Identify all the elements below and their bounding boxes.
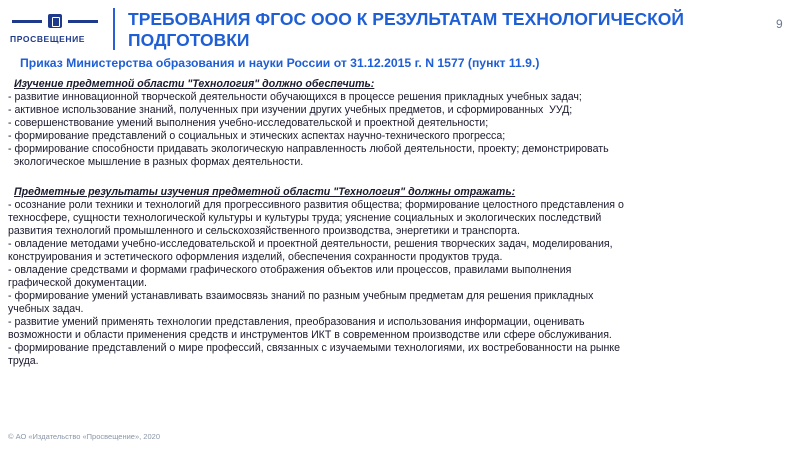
section2-item: учебных задач. [8,303,84,315]
logo-text: ПРОСВЕЩЕНИЕ [10,34,86,44]
section-gap [8,169,788,186]
slide-title: ТРЕБОВАНИЯ ФГОС ООО К РЕЗУЛЬТАТАМ ТЕХНОЛОГИЧЕСКОЙ ПОДГОТОВКИ [128,9,684,50]
section1-item: экологическое мышление в разных формах деятельности. [8,156,304,168]
section2-item: - осознание роли техники и технологий для прогрессивного развития общества; формирование целостного представления о [8,199,624,211]
section2-item: - формирование умений устанавливать взаимосвязь знаний по разным учебным предметам для решения прикладных [8,290,594,302]
prosveshchenie-logo [10,14,100,48]
section1-item: - совершенствование умений выполнения учебно-исследовательской и проектной деятельности; [8,117,489,129]
section2-item: возможности и области применения средств и инструментов ИКТ в современном производстве или сфере обслуживания. [8,329,612,341]
section2-item: техносфере, сущности технологической культуры и культуры труда; уяснение социальных и экологических последствий [8,212,602,224]
slide-body [8,78,788,368]
section1-item: - активное использование знаний, полученных при изучении других учебных предметов, и сформированных УУД; [8,104,573,116]
section2-item: конструирования и эстетического оформления изделий, обеспечения сохранности продуктов труда. [8,251,503,263]
section2-heading: Предметные результаты изучения предметной области "Технология" должны отражать: [14,186,516,198]
page-number: 9 [776,17,783,31]
copyright-footer: © АО «Издательство «Просвещение», 2020 [8,432,160,441]
section1-heading: Изучение предметной области "Технология" должно обеспечить: [14,78,375,90]
section2-item: - овладение средствами и формами графического отображения объектов или процессов, правилами выполнения [8,264,572,276]
order-reference: Приказ Министерства образования и науки России от 31.12.2015 г. N 1577 (пункт 11.9.) [20,56,540,70]
section2-item: - развитие умений применять технологии представления, преобразования и использования информации, оценивать [8,316,585,328]
section2-item: - овладение методами учебно-исследовательской и проектной деятельности, решения творческих задач, моделирования, [8,238,613,250]
section1-item: - формирование способности придавать экологическую направленность любой деятельности, проекту; демонстрировать [8,143,609,155]
section1-item: - формирование представлений о социальных и этических аспектах научно-технического прогресса; [8,130,506,142]
logo-right-bar [68,20,98,23]
book-emblem-icon [48,14,62,28]
section2-item: труда. [8,355,39,367]
section2-item: графической документации. [8,277,147,289]
section2-item: развития технологий промышленного и сельскохозяйственного производства, энергетики и транспорта. [8,225,520,237]
section2-item: - формирование представлений о мире профессий, связанных с изучаемыми технологиями, их востребованности на рынке [8,342,621,354]
header-divider [113,8,115,50]
section1-item: - развитие инновационной творческой деятельности обучающихся в процессе решения прикладных учебных задач; [8,91,582,103]
logo-left-bar [12,20,42,23]
